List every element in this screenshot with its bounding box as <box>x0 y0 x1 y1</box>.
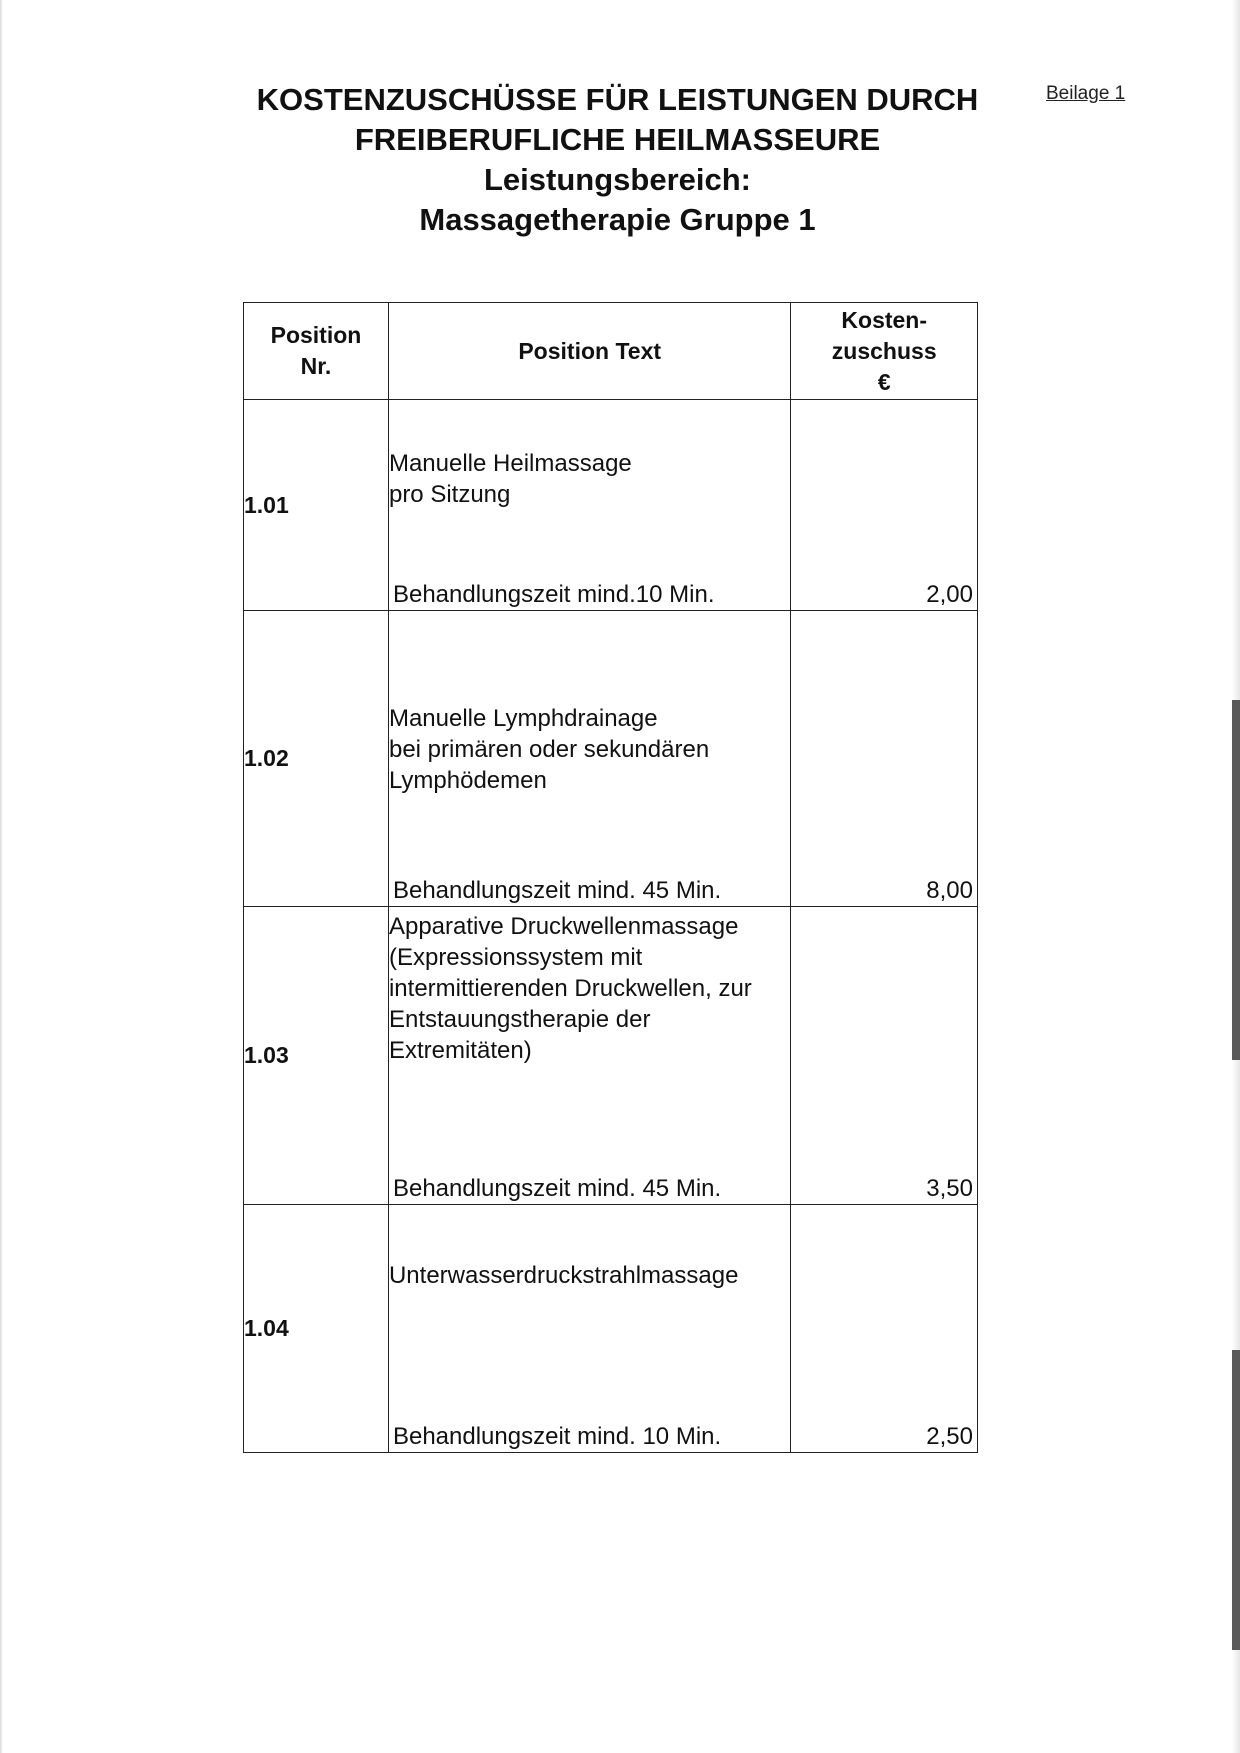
position-nr: 1.04 <box>244 1205 389 1453</box>
treatment-duration: Behandlungszeit mind. 45 Min. <box>392 877 722 904</box>
cost-cell <box>791 1205 978 1453</box>
position-description: Manuelle Lymphdrainage bei primären oder sekundären Lymphödemen <box>388 705 710 794</box>
cost-cell <box>791 611 978 907</box>
treatment-duration: Behandlungszeit mind. 10 Min. <box>392 1423 722 1450</box>
title-line: FREIBERUFLICHE HEILMASSEURE <box>354 122 881 157</box>
table-row <box>244 907 978 1205</box>
treatment-duration: Behandlungszeit mind. 45 Min. <box>392 1175 722 1202</box>
header-position-text: Position Text <box>388 303 790 400</box>
title-line: Massagetherapie Gruppe 1 <box>419 202 816 237</box>
scan-edge-shadow <box>1232 700 1240 1060</box>
cost-amount: 3,50 <box>926 1175 973 1202</box>
table-header-row <box>244 303 978 400</box>
cost-amount: 8,00 <box>926 877 973 904</box>
document-title <box>140 80 1095 240</box>
position-text <box>388 611 790 907</box>
cost-amount: 2,00 <box>926 581 973 608</box>
position-nr: 1.03 <box>244 907 389 1205</box>
position-description: Unterwasserdruckstrahlmassage <box>388 1262 739 1289</box>
scan-edge-left <box>0 0 3 1753</box>
table-row <box>244 400 978 611</box>
header-cost: Kosten- zuschuss € <box>791 303 978 400</box>
scan-edge-shadow <box>1232 1350 1240 1650</box>
table-row <box>244 1205 978 1453</box>
position-text <box>388 1205 790 1453</box>
cost-cell <box>791 400 978 611</box>
treatment-duration: Behandlungszeit mind.10 Min. <box>392 581 715 608</box>
title-line: KOSTENZUSCHÜSSE FÜR LEISTUNGEN DURCH <box>256 82 979 117</box>
cost-amount: 2,50 <box>926 1423 973 1450</box>
cost-cell <box>791 907 978 1205</box>
position-description: Manuelle Heilmassage pro Sitzung <box>388 450 632 508</box>
table-row <box>244 611 978 907</box>
position-nr: 1.01 <box>244 400 389 611</box>
title-line: Leistungsbereich: <box>484 162 751 197</box>
attachment-label: Beilage 1 <box>1046 83 1126 104</box>
position-description: Apparative Druckwellenmassage (Expressionssystem mit intermittierenden Druckwellen, zur Entstauungstherapie der Extremitäten) <box>388 913 752 1064</box>
position-text <box>388 400 790 611</box>
header-position-nr: Position Nr. <box>244 303 389 400</box>
position-text <box>388 907 790 1205</box>
cost-table <box>243 302 978 1453</box>
position-nr: 1.02 <box>244 611 389 907</box>
